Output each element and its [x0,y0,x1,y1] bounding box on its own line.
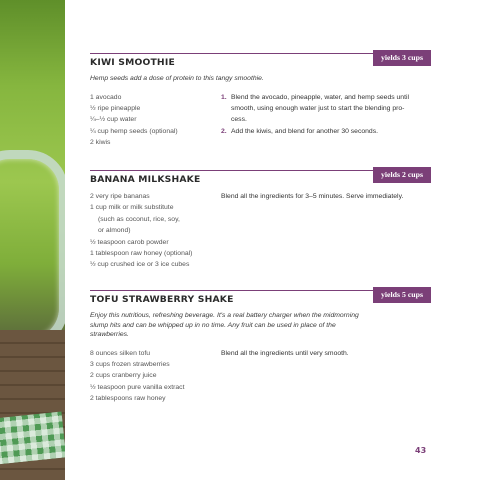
step-number: 1. [221,93,227,101]
yields-badge: yields 5 cups [373,287,431,303]
ingredient-item: ¼ cup hemp seeds (optional) [90,127,178,135]
ingredient-list [90,92,215,149]
ingredient-item: ½ cup crushed ice or 3 ice cubes [90,261,190,269]
step-number: 2. [221,127,227,135]
method-line: Blend all the ingredients for 3–5 minutes. Serve immediately. [221,193,404,200]
method-text [221,348,431,359]
page-number: 43 [415,446,427,455]
recipe-header [90,167,431,185]
ingredient-list [90,191,215,271]
recipe-title: KIWI SMOOTHIE [90,57,175,68]
ingredient-item: 1 tablespoon raw honey (optional) [90,250,193,258]
glass-mug-handle [0,150,65,348]
ingredient-item: 1 cup milk or milk substitute [90,204,174,212]
intro-line: Enjoy this nutritious, refreshing beverage. It's a real battery charger when the midmorning [90,312,359,319]
ingredient-item: 1 avocado [90,93,122,101]
ingredient-item: ½ ripe pineapple [90,104,141,112]
yields-badge: yields 2 cups [373,167,431,183]
method-step [221,126,431,137]
method-line: Blend all the ingredients until very smooth. [221,349,349,357]
recipe-intro: Hemp seeds add a dose of protein to this tangy smoothie. [90,75,264,82]
step-line: Blend the avocado, pineapple, water, and hemp seeds until [231,93,409,101]
yields-badge: yields 3 cups [373,50,431,66]
ingredient-item: ½ teaspoon carob powder [90,238,169,246]
recipe-header [90,50,431,68]
ingredient-item: 3 cups frozen strawberries [90,360,170,368]
ingredient-item: or almond) [98,227,131,235]
recipe-title: BANANA MILKSHAKE [90,174,201,185]
ingredient-item: 2 tablespoons raw honey [90,395,166,403]
step-line: Add the kiwis, and blend for another 30 seconds. [231,127,378,135]
recipe-header [90,287,431,305]
step-line: cess. [231,116,247,124]
ingredient-item: (such as coconut, rice, soy, [98,215,180,223]
recipe-tofu-strawberry-shake [90,287,431,403]
recipe-kiwi-smoothie [90,50,431,147]
method-steps [221,92,431,138]
ingredient-item: 2 cups cranberry juice [90,372,157,380]
ingredient-item: ½ teaspoon pure vanilla extract [90,383,185,391]
recipe-banana-milkshake [90,167,431,269]
ingredient-item: 2 kiwis [90,139,111,147]
ingredient-item: ¼–½ cup water [90,116,137,124]
smoothie-photo [0,0,65,480]
intro-line: slump hits and can be whipped up in no time. Any fruit can be used in place of the [90,321,336,329]
checkered-cloth [0,411,65,464]
recipe-title: TOFU STRAWBERRY SHAKE [90,294,234,305]
intro-line: strawberries. [90,331,129,338]
step-line: smooth, using enough water just to start the blending pro- [231,104,405,112]
recipe-intro [90,311,431,340]
method-step [221,92,431,126]
ingredient-item: 2 very ripe bananas [90,193,150,200]
ingredient-list [90,348,215,405]
method-text [221,191,431,202]
ingredient-item: 8 ounces silken tofu [90,349,151,357]
